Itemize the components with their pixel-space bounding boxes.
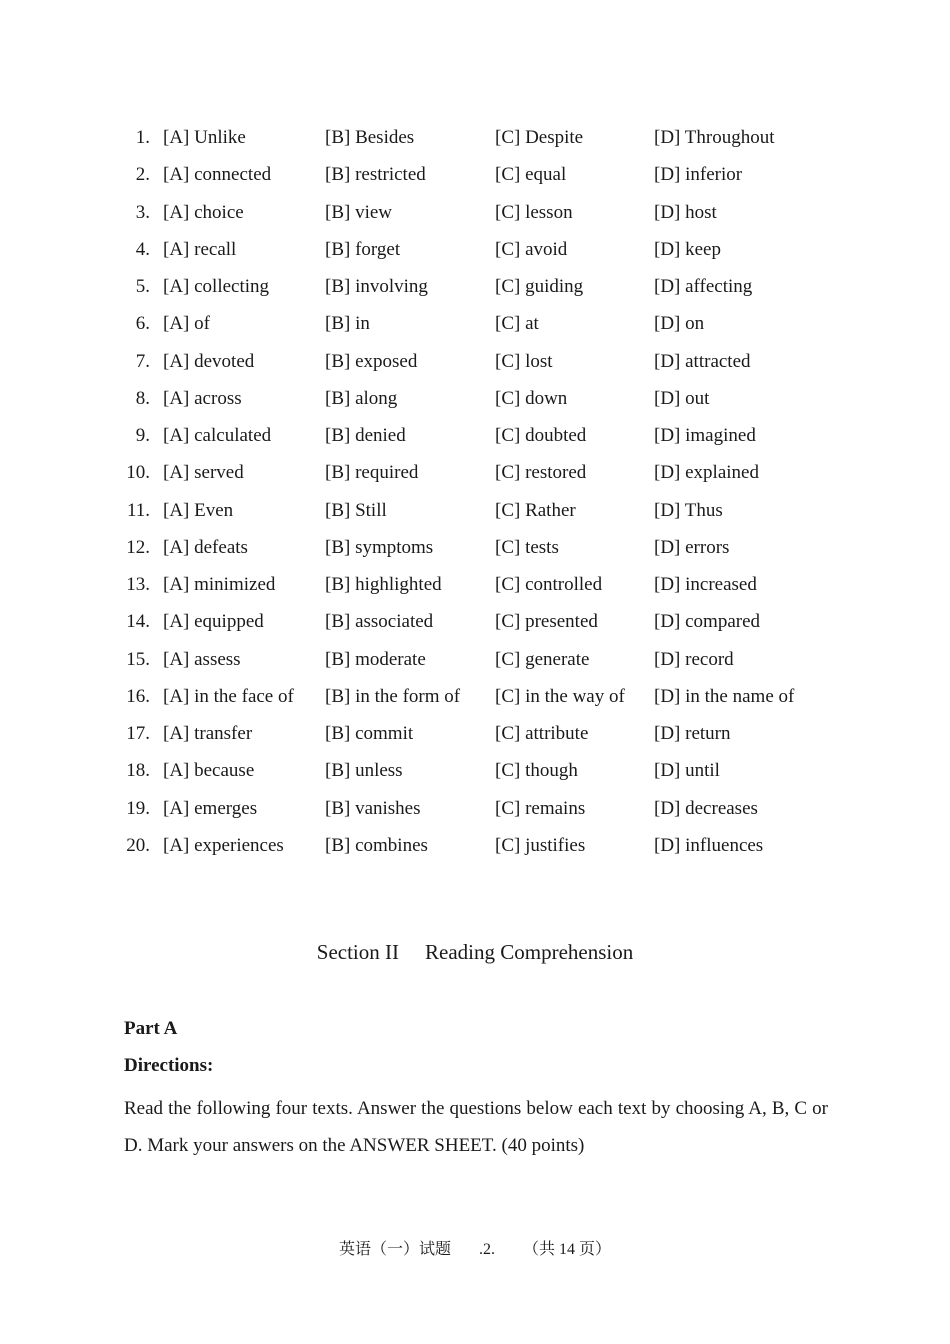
directions-text: Read the following four texts. Answer the questions below each text by choosing A, B, C or D. Mark your answers on the ANSWER SHEET. (40 points) [124, 1098, 828, 1156]
option-c: [C] Rather [495, 499, 576, 521]
option-d: [D] on [654, 313, 705, 335]
option-c: [C] in the way of [495, 685, 625, 707]
directions-label: Directions: [124, 1055, 214, 1076]
question-row-18 [0, 752, 950, 789]
option-d: [D] keep [654, 238, 721, 260]
question-number: 15. [126, 648, 150, 670]
option-a: [A] devoted [163, 350, 255, 372]
option-d: [D] compared [654, 611, 761, 633]
option-a: [A] because [163, 760, 255, 782]
option-a: [A] in the face of [163, 685, 294, 707]
option-c: [C] lost [495, 350, 553, 372]
option-b: [B] moderate [325, 648, 426, 670]
option-b: [B] combines [325, 834, 428, 856]
question-row-19 [0, 790, 950, 827]
option-d: [D] until [654, 760, 720, 782]
option-b: [B] in [325, 313, 370, 335]
option-a: [A] minimized [163, 574, 276, 595]
question-number: 1. [135, 127, 150, 148]
question-row-2 [0, 156, 950, 193]
option-c: [C] though [495, 760, 578, 782]
option-b: [B] involving [325, 276, 428, 297]
question-row-10 [0, 454, 950, 491]
question-row-20 [0, 827, 950, 864]
option-a: [A] recall [163, 238, 237, 260]
option-c: [C] presented [495, 611, 598, 633]
option-a: [A] served [163, 462, 244, 484]
question-number: 5. [135, 276, 150, 297]
option-b: [B] symptoms [325, 536, 434, 558]
option-d: [D] inferior [654, 164, 743, 186]
option-c: [C] restored [495, 462, 587, 484]
question-number: 9. [135, 425, 150, 446]
question-number: 16. [126, 685, 150, 707]
option-b: [B] exposed [325, 350, 418, 372]
option-c: [C] doubted [495, 425, 587, 446]
option-d: [D] Throughout [654, 127, 775, 148]
footer-page-number: .2. [479, 1241, 495, 1258]
option-b: [B] restricted [325, 164, 426, 186]
option-a: [A] transfer [163, 723, 253, 744]
option-a: [A] collecting [163, 276, 270, 297]
question-row-5 [0, 268, 950, 305]
footer-total-pages: （共 14 页） [523, 1241, 612, 1258]
question-number: 19. [126, 797, 150, 819]
option-c: [C] Despite [495, 127, 584, 148]
option-c: [C] lesson [495, 201, 573, 223]
question-row-17 [0, 715, 950, 752]
question-number: 20. [126, 834, 150, 856]
question-row-15 [0, 641, 950, 678]
option-b: [B] in the form of [325, 685, 461, 707]
question-number: 7. [135, 350, 150, 372]
question-number: 17. [126, 723, 150, 744]
option-c: [C] remains [495, 797, 586, 819]
option-c: [C] controlled [495, 574, 603, 595]
question-number: 12. [126, 536, 150, 558]
option-a: [A] defeats [163, 536, 248, 558]
option-d: [D] affecting [654, 276, 753, 297]
question-options-list [0, 119, 950, 864]
question-row-11 [0, 492, 950, 529]
question-number: 8. [135, 387, 150, 409]
option-a: [A] equipped [163, 611, 264, 633]
option-c: [C] generate [495, 648, 590, 670]
option-b: [B] Besides [325, 127, 415, 148]
option-b: [B] forget [325, 238, 401, 260]
option-b: [B] view [325, 201, 393, 223]
page-footer [0, 1236, 950, 1259]
question-number: 6. [135, 313, 150, 335]
question-row-7 [0, 343, 950, 380]
option-b: [B] Still [325, 499, 387, 521]
option-a: [A] of [163, 313, 210, 335]
option-c: [C] justifies [495, 834, 586, 856]
option-c: [C] attribute [495, 723, 589, 744]
option-b: [B] highlighted [325, 574, 442, 595]
question-row-1 [0, 119, 950, 156]
question-number: 11. [126, 499, 150, 521]
option-a: [A] Unlike [163, 127, 246, 148]
question-number: 2. [135, 164, 150, 186]
question-row-12 [0, 529, 950, 566]
option-d: [D] out [654, 387, 710, 409]
question-row-14 [0, 603, 950, 640]
option-d: [D] decreases [654, 797, 758, 819]
option-b: [B] along [325, 387, 398, 409]
question-number: 14. [126, 611, 150, 633]
option-c: [C] equal [495, 164, 567, 186]
option-c: [C] tests [495, 536, 559, 558]
option-a: [A] across [163, 387, 242, 409]
option-a: [A] experiences [163, 834, 284, 856]
option-a: [A] calculated [163, 425, 272, 446]
option-d: [D] imagined [654, 425, 756, 446]
question-row-13 [0, 566, 950, 603]
option-c: [C] guiding [495, 276, 584, 297]
question-number: 4. [135, 238, 150, 260]
question-row-9 [0, 417, 950, 454]
option-b: [B] denied [325, 425, 406, 446]
option-d: [D] return [654, 723, 731, 744]
question-row-4 [0, 231, 950, 268]
question-number: 3. [135, 201, 150, 223]
question-number: 13. [126, 574, 150, 595]
option-d: [D] errors [654, 536, 730, 558]
option-d: [D] explained [654, 462, 759, 484]
option-d: [D] host [654, 201, 717, 223]
question-row-16 [0, 678, 950, 715]
option-a: [A] Even [163, 499, 234, 521]
option-a: [A] connected [163, 164, 272, 186]
option-d: [D] influences [654, 834, 764, 856]
section-heading [0, 940, 950, 965]
option-d: [D] increased [654, 574, 757, 595]
option-b: [B] commit [325, 723, 414, 744]
question-number: 10. [126, 462, 150, 484]
option-c: [C] at [495, 313, 539, 335]
option-c: [C] avoid [495, 238, 568, 260]
option-a: [A] emerges [163, 797, 258, 819]
option-d: [D] in the name of [654, 685, 795, 707]
option-b: [B] unless [325, 760, 403, 782]
question-row-8 [0, 380, 950, 417]
part-heading: Part A [124, 1018, 178, 1039]
option-d: [D] attracted [654, 350, 751, 372]
question-row-3 [0, 194, 950, 231]
option-c: [C] down [495, 387, 568, 409]
option-d: [D] Thus [654, 499, 723, 521]
question-row-6 [0, 305, 950, 342]
option-a: [A] choice [163, 201, 244, 223]
section-title: Reading Comprehension [425, 940, 634, 964]
option-d: [D] record [654, 648, 734, 670]
footer-subject: 英语（一）试题 [338, 1241, 451, 1258]
question-number: 18. [126, 760, 150, 782]
option-a: [A] assess [163, 648, 241, 670]
option-b: [B] required [325, 462, 419, 484]
section-number: Section II [316, 940, 399, 964]
option-b: [B] associated [325, 611, 434, 633]
option-b: [B] vanishes [325, 797, 421, 819]
